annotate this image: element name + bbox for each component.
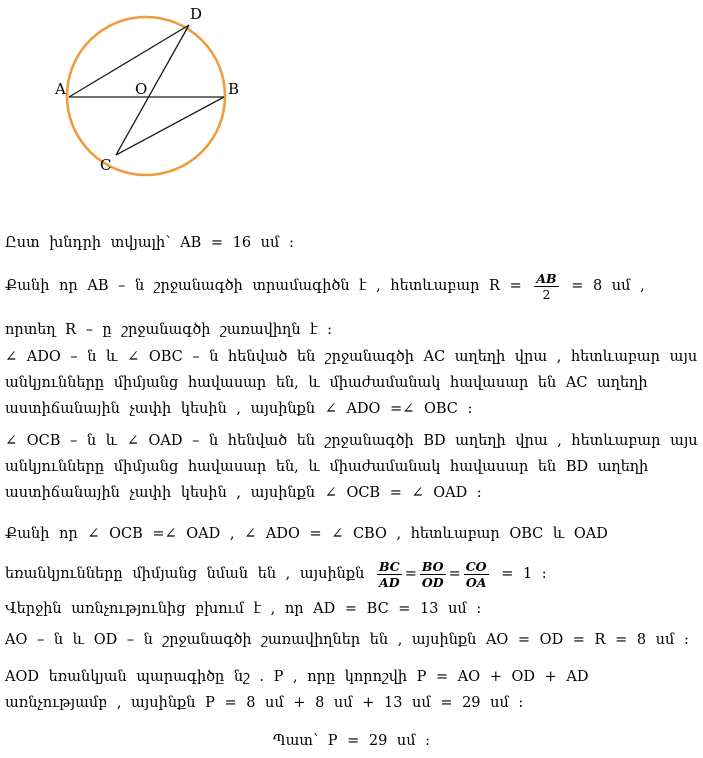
fraction-numerator: BO [420,559,446,575]
fraction-ab-over-2 [534,271,558,302]
paragraph-given [5,230,698,256]
radius-text-a: Քանի որ AB – ն շրջանագծի տրամագիծն է , հետևաբար R = [5,278,522,294]
paragraph-angles-bd [5,428,698,506]
equals-sign: = [448,566,461,582]
paragraph-radius [5,264,698,352]
ad-bc-text: Վերջին առնչությունից բխում է , որ AD = BC = 13 սմ : [5,601,482,617]
fraction-bc-ad [377,559,402,590]
fraction-co-oa [464,559,489,590]
equals-sign: = [404,566,417,582]
similarity-text-b: = 1 : [501,566,547,582]
label-a: A [55,80,66,98]
similarity-text-a: Քանի որ ∠ OCB =∠ OAD , ∠ ADO = ∠ CBO , հետևաբար OBC և OAD եռանկյունները միմյանց նման են , այսինքն [5,526,608,582]
paragraph-radii [5,627,698,653]
label-c: C [100,156,112,174]
label-d: D [190,5,203,23]
fraction-denominator: AD [379,574,400,590]
given-text: Ըստ խնդրի տվյալի՝ AB = 16 սմ : [5,235,294,251]
perimeter-text: AOD եռանկյան պարագիծը նշ . P , որը կորոշվի P = AO + OD + AD առնչությամբ , այսինքն P = 8 սմ + 8 սմ + 13 սմ = 29 սմ : [5,669,589,711]
paragraph-perimeter [5,664,698,716]
paragraph-answer [5,728,698,754]
fraction-numerator: BC [378,558,400,574]
fraction-denominator: OA [465,574,487,590]
fraction-numerator: CO [465,558,487,574]
radius-text-b: = 8 սմ , որտեղ R – ը շրջանագծի շառավիղն է : [5,278,645,338]
radii-text: AO – ն և OD – ն շրջանագծի շառավիղներ են , այսինքն AO = OD = R = 8 սմ : [5,632,689,648]
label-b: B [228,80,240,98]
answer-text: Պատ՝ P = 29 սմ : [272,733,431,749]
paragraph-angles-ac [5,344,698,422]
paragraph-ad-bc [5,596,698,622]
fraction-numerator: AB [536,270,557,286]
geometry-figure [0,0,260,180]
angles-bd-text: ∠ OCB – ն և ∠ OAD – ն հենված են շրջանագծի BD աղեղի վրա , հետևաբար այս անկյունները միմյանց հավասար են, և միաժամանակ հավասար են BD աղեղի աստիճանային չափի կեսին , այսինքն ∠ OCB = ∠ OAD : [5,433,698,501]
fraction-denominator: OD [421,574,444,590]
angles-ac-text: ∠ ADO – ն և ∠ OBC – ն հենված են շրջանագծի AC աղեղի վրա , հետևաբար այս անկյունները միմյանց հավասար են, և միաժամանակ հավասար են AC աղեղի աստիճանային չափի կեսին , այսինքն ∠ ADO =∠ OBC : [5,349,698,417]
fraction-denominator: 2 [542,286,551,302]
fraction-bo-od [420,559,446,590]
chord-ad [69,25,189,97]
label-o: O [135,80,148,98]
paragraph-similarity [5,514,698,594]
